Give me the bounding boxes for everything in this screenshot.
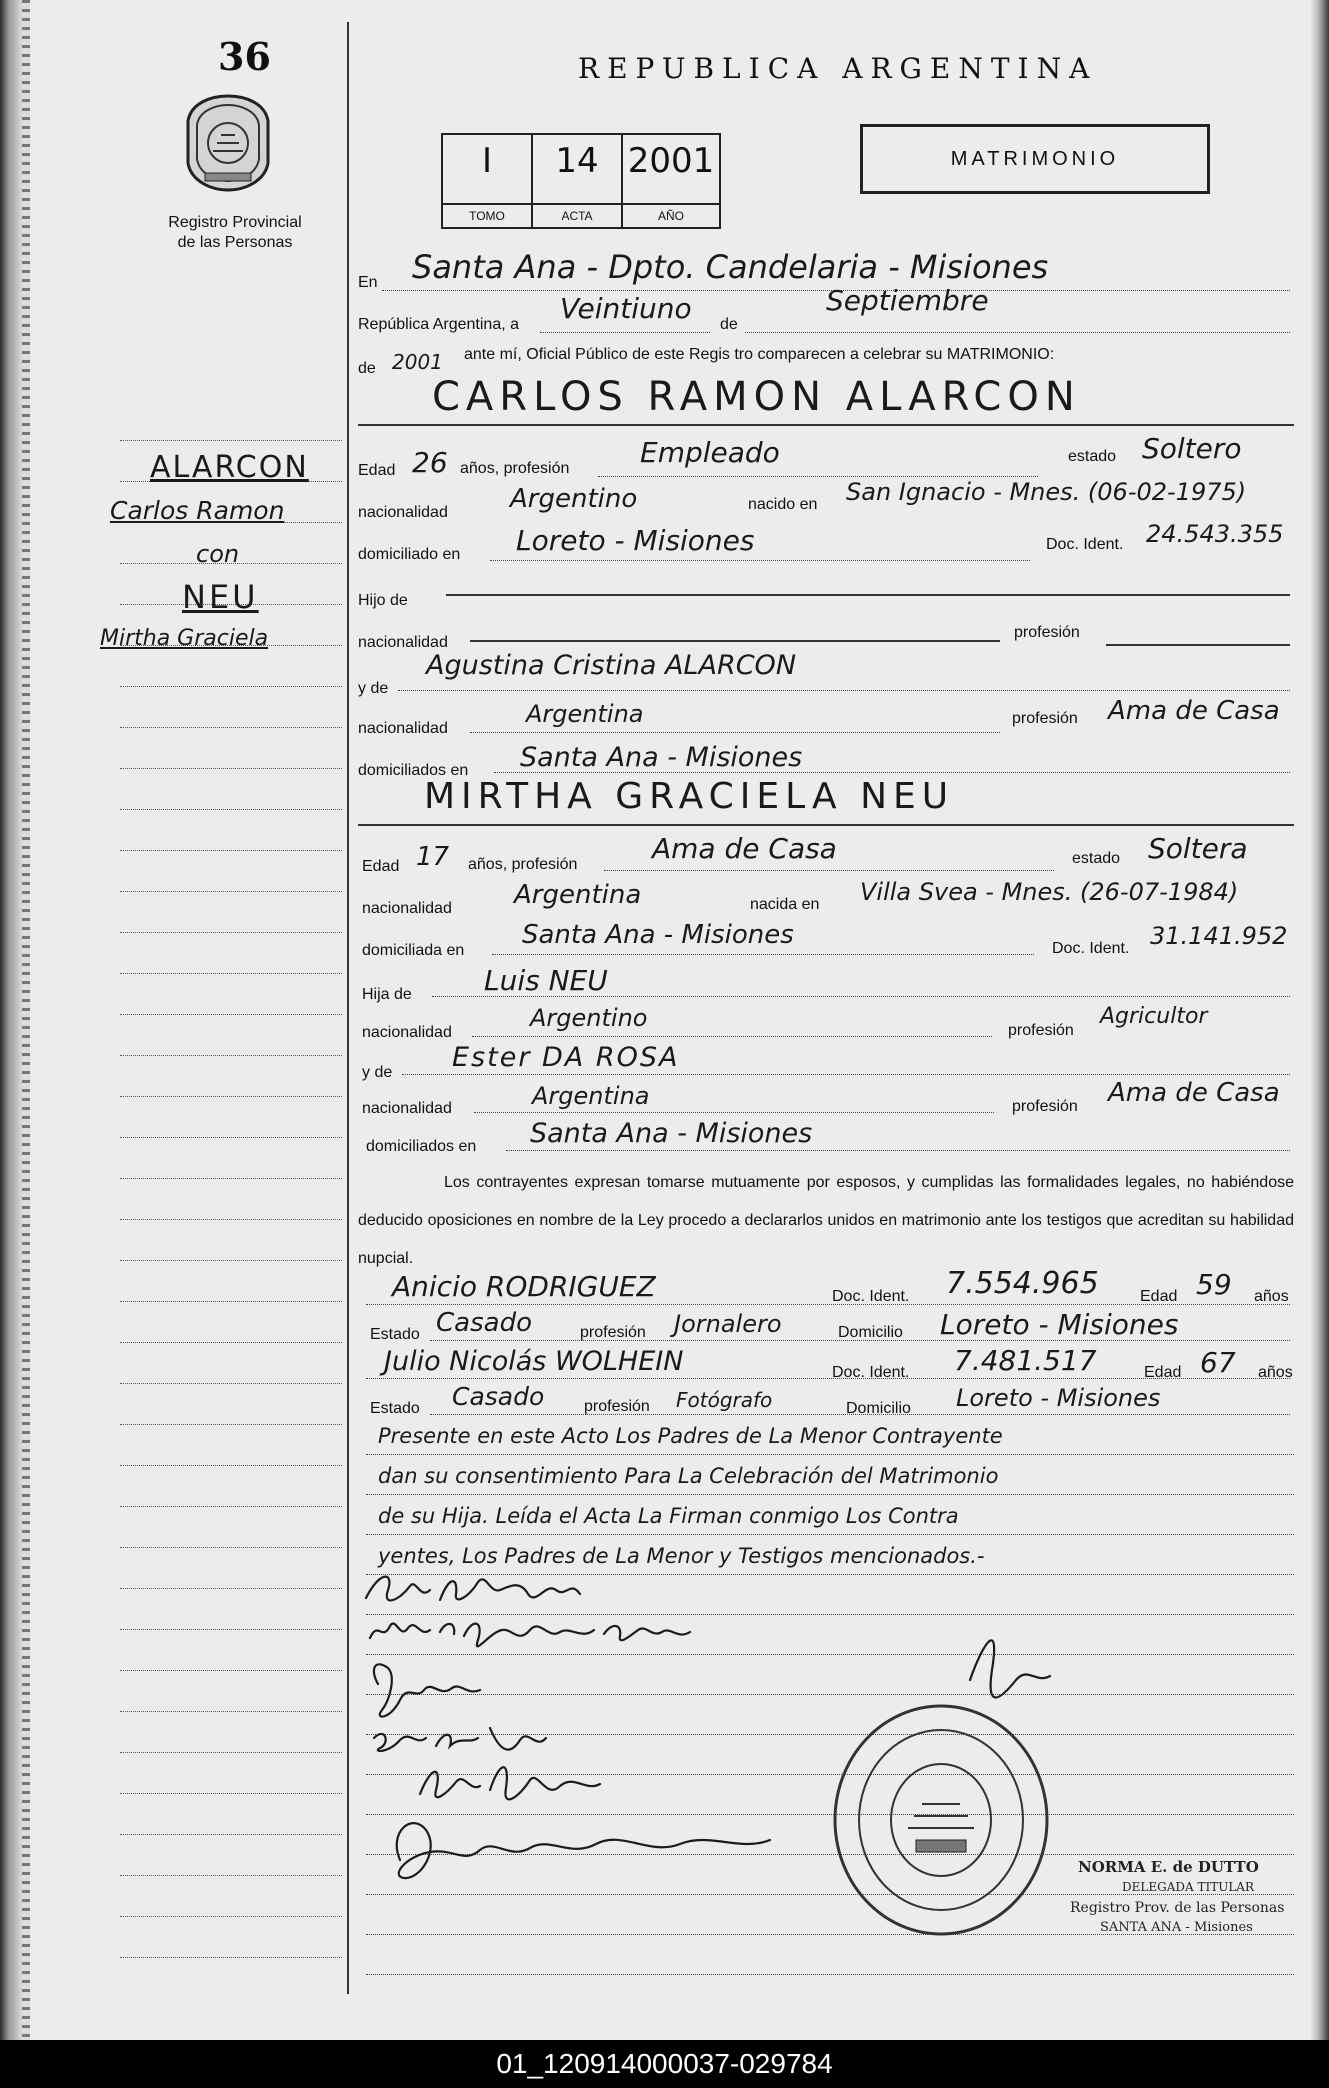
ano-value: 2001	[627, 141, 715, 181]
margin-ruled-line	[120, 1137, 342, 1138]
witness1-edad: 59	[1196, 1268, 1232, 1301]
signature-delegate	[970, 1640, 1050, 1697]
margin-ruled-line	[120, 1014, 342, 1015]
folio-number: 36	[218, 34, 271, 79]
margin-ruled-line	[120, 1424, 342, 1425]
groom-nac2-label: nacionalidad	[358, 634, 448, 651]
witness1-estado: Casado	[436, 1308, 532, 1338]
registry-line-2: de las Personas	[177, 234, 293, 251]
notes-text-4: yentes, Los Padres de La Menor y Testigos mencionados.-	[378, 1544, 985, 1568]
notes-line-3	[366, 1534, 1294, 1535]
bride-yde-label: y de	[362, 1064, 393, 1081]
provincial-seal-icon	[183, 93, 273, 193]
bride-hija-label: Hija de	[362, 986, 412, 1003]
witness2-estado-label: Estado	[370, 1400, 420, 1417]
margin-ruled-line	[120, 973, 342, 974]
margin-bride-given: Mirtha Graciela	[100, 626, 269, 651]
groom-father-nac-line	[470, 640, 1000, 642]
bride-birthplace: Villa Svea - Mnes. (26-07-1984)	[860, 878, 1239, 906]
bride-edad: 17	[416, 842, 450, 872]
groom-name: CARLOS RAMON ALARCON	[432, 374, 1081, 420]
tomo-value: I	[481, 141, 493, 181]
bride-prof-label: profesión	[1008, 1022, 1074, 1039]
margin-ruled-line	[120, 1711, 342, 1712]
groom-mother-nac: Argentina	[526, 700, 644, 728]
groom-profession: Empleado	[640, 436, 780, 469]
notes-text-2: dan su consentimiento Para La Celebración del Matrimonio	[378, 1464, 999, 1488]
bride-profession-line	[604, 870, 1054, 871]
margin-ruled-line	[120, 1752, 342, 1753]
witness1-prof-label: profesión	[580, 1324, 646, 1341]
groom-birthplace: San Ignacio - Mnes. (06-02-1975)	[846, 478, 1247, 506]
acta-cell	[533, 135, 623, 227]
bride-mother-line	[402, 1074, 1290, 1075]
page-edge-shadow	[1311, 0, 1329, 2040]
margin-ruled-line	[120, 1834, 342, 1835]
notes-line-2	[366, 1494, 1294, 1495]
witness2-doc-label: Doc. Ident.	[832, 1364, 910, 1381]
official-stamp-icon	[830, 1700, 1052, 1940]
witness2-dom-label: Domicilio	[846, 1400, 911, 1417]
tomo-label: TOMO	[443, 203, 531, 227]
bride-name-line	[358, 824, 1294, 826]
bride-mother-nac-line	[474, 1112, 994, 1113]
page-gutter-shadow	[0, 0, 22, 2040]
margin-ruled-line	[120, 1588, 342, 1589]
notes-line-1	[366, 1454, 1294, 1455]
witness1-dom-label: Domicilio	[838, 1324, 903, 1341]
margin-groom-given: Carlos Ramon	[110, 496, 285, 525]
groom-yde-label: y de	[358, 680, 389, 697]
witness2-anos-label: años	[1258, 1364, 1293, 1381]
margin-ruled-line	[120, 1055, 342, 1056]
bride-profession: Ama de Casa	[652, 832, 837, 865]
bride-father-nac: Argentino	[530, 1004, 648, 1032]
month-line	[745, 332, 1290, 333]
bride-domicile-line	[492, 954, 1034, 955]
groom-hijo-label: Hijo de	[358, 592, 408, 609]
groom-edad: 26	[412, 446, 448, 479]
bride-doc-label: Doc. Ident.	[1052, 940, 1130, 957]
margin-ruled-line	[120, 1506, 342, 1507]
bride-edad-label: Edad	[362, 858, 400, 875]
signature-bride-father	[374, 1664, 480, 1716]
witness2-name: Julio Nicolás WOLHEIN	[384, 1346, 684, 1377]
ano-cell	[623, 135, 719, 227]
bride-anos-label: años, profesión	[468, 856, 578, 873]
bride-estado: Soltera	[1148, 832, 1248, 865]
witness1-anos-label: años	[1254, 1288, 1289, 1305]
witness1-profession: Jornalero	[674, 1310, 782, 1338]
margin-divider	[347, 22, 349, 1994]
bride-parents-dom: Santa Ana - Misiones	[530, 1118, 813, 1149]
witness1-edad-label: Edad	[1140, 1288, 1178, 1305]
bride-nac-label: nacionalidad	[362, 900, 452, 917]
margin-ruled-line	[120, 1875, 342, 1876]
bride-father: Luis NEU	[484, 964, 608, 997]
margin-ruled-line	[120, 809, 342, 810]
bride-domicile: Santa Ana - Misiones	[522, 920, 794, 950]
registry-line-1: Registro Provincial	[168, 214, 302, 231]
groom-doc-label: Doc. Ident.	[1046, 536, 1124, 553]
groom-prof-label: profesión	[1014, 624, 1080, 641]
bride-nac2-label: nacionalidad	[362, 1024, 452, 1041]
witness2-doc: 7.481.517	[954, 1344, 1097, 1377]
en-label: En	[358, 274, 378, 291]
bride-parents-dom-line	[506, 1150, 1290, 1151]
signature-bride-mother	[374, 1728, 546, 1751]
groom-nacido-label: nacido en	[748, 496, 818, 513]
margin-ruled-line	[120, 1547, 342, 1548]
margin-ruled-line	[120, 1260, 342, 1261]
bride-mother-nac: Argentina	[532, 1082, 650, 1110]
groom-domicile-line	[490, 560, 1030, 561]
bride-mother: Ester DA ROSA	[452, 1042, 680, 1073]
bride-mother-prof: Ama de Casa	[1108, 1078, 1280, 1108]
witness2-profession: Fotógrafo	[676, 1388, 773, 1412]
margin-ruled-line	[120, 727, 342, 728]
margin-ruled-line	[120, 891, 342, 892]
groom-estado: Soltero	[1142, 432, 1242, 465]
witness2-edad-label: Edad	[1144, 1364, 1182, 1381]
margin-ruled-line	[120, 1793, 342, 1794]
delegate-city: SANTA ANA - Misiones	[1100, 1920, 1253, 1935]
witness1-estado-label: Estado	[370, 1326, 420, 1343]
bride-doc: 31.141.952	[1150, 922, 1288, 950]
binding-edge	[22, 0, 30, 2040]
groom-father-line	[446, 594, 1290, 596]
witness2-estado: Casado	[452, 1382, 545, 1411]
notes-text-1: Presente en este Acto Los Padres de La Menor Contrayente	[378, 1424, 1003, 1448]
republica-label: República Argentina, a	[358, 316, 519, 333]
margin-ruled-line	[120, 440, 342, 441]
groom-nacionalidad: Argentino	[510, 484, 638, 514]
margin-ruled-line	[120, 686, 342, 687]
sig-line-10	[366, 1974, 1294, 1975]
margin-ruled-line	[120, 1465, 342, 1466]
groom-father-prof-line	[1106, 644, 1290, 646]
margin-groom-surname: ALARCON	[150, 450, 309, 485]
margin-ruled-line	[120, 850, 342, 851]
witness2-domicile: Loreto - Misiones	[956, 1384, 1161, 1412]
day-value: Veintiuno	[560, 292, 692, 325]
margin-ruled-line	[120, 1096, 342, 1097]
place-value: Santa Ana - Dpto. Candelaria - Misiones	[412, 248, 1049, 286]
registry-caption	[150, 213, 320, 253]
year-value: 2001	[392, 350, 443, 374]
bride-father-prof: Agricultor	[1100, 1004, 1208, 1029]
groom-parents-dom: Santa Ana - Misiones	[520, 742, 803, 773]
margin-ruled-line	[120, 1957, 342, 1958]
act-type-box: MATRIMONIO	[860, 124, 1210, 194]
margin-ruled-line	[120, 1670, 342, 1671]
acta-label: ACTA	[533, 203, 621, 227]
margin-ruled-line	[120, 1301, 342, 1302]
witness1-doc: 7.554.965	[946, 1266, 1099, 1301]
margin-ruled-line	[120, 1916, 342, 1917]
witness1-name: Anicio RODRIGUEZ	[392, 1270, 656, 1303]
groom-mother-line	[398, 690, 1290, 691]
groom-nac-label: nacionalidad	[358, 504, 448, 521]
bride-doms-label: domiciliados en	[366, 1138, 477, 1155]
groom-doms-label: domiciliados en	[358, 762, 469, 779]
margin-con: con	[196, 540, 240, 568]
bride-nacida-label: nacida en	[750, 896, 820, 913]
groom-profession-line	[598, 476, 1038, 477]
tomo-cell	[443, 135, 533, 227]
witness1-domicile: Loreto - Misiones	[940, 1308, 1179, 1341]
margin-ruled-line	[120, 1219, 342, 1220]
margin-ruled-line	[120, 1629, 342, 1630]
document-title: REPUBLICA ARGENTINA	[578, 52, 1098, 85]
groom-mother-nac-line	[470, 732, 1000, 733]
groom-anos-label: años, profesión	[460, 460, 570, 477]
groom-mother-prof: Ama de Casa	[1108, 696, 1280, 726]
groom-mother: Agustina Cristina ALARCON	[426, 650, 797, 681]
margin-ruled-line	[120, 1342, 342, 1343]
groom-domicile: Loreto - Misiones	[516, 524, 755, 557]
bride-prof2-label: profesión	[1012, 1098, 1078, 1115]
groom-name-line	[358, 424, 1294, 426]
year-prefix: de	[358, 360, 376, 377]
month-value: Septiembre	[826, 284, 989, 317]
signature-witness1	[420, 1767, 600, 1799]
delegate-role: DELEGADA TITULAR	[1122, 1880, 1254, 1894]
witness1-doc-label: Doc. Ident.	[832, 1288, 910, 1305]
signature-bride	[370, 1623, 690, 1646]
margin-ruled-line	[120, 1178, 342, 1179]
groom-estado-label: estado	[1068, 448, 1117, 465]
tomo-acta-ano-box	[441, 133, 721, 229]
notes-text-3: de su Hija. Leída el Acta La Firman conmigo Los Contra	[378, 1504, 959, 1528]
footer-id: 01_120914000037-029784	[0, 2040, 1329, 2088]
margin-ruled-line	[120, 768, 342, 769]
intro-text: ante mí, Oficial Público de este Regis tro comparecen a celebrar su MATRIMONIO:	[464, 346, 1055, 363]
bride-estado-label: estado	[1072, 850, 1121, 867]
groom-nac3-label: nacionalidad	[358, 720, 448, 737]
groom-edad-label: Edad	[358, 462, 396, 479]
ano-label: AÑO	[623, 203, 719, 227]
bride-father-nac-line	[472, 1036, 992, 1037]
delegate-office: Registro Prov. de las Personas	[1070, 1900, 1285, 1916]
bride-nacionalidad: Argentina	[514, 880, 642, 910]
acta-value: 14	[555, 141, 599, 181]
delegate-name: NORMA E. de DUTTO	[1078, 1858, 1259, 1876]
groom-doc: 24.543.355	[1146, 520, 1284, 548]
declaration-text: Los contrayentes expresan tomarse mutuamente por esposos, y cumplidas las formalidades legales, no habiéndose deducido oposiciones en nombre de la Ley procedo a declararlos unidos en matrimonio ante los testigos que acreditan su habilidad nupcial.	[358, 1174, 1294, 1267]
de-label: de	[720, 316, 738, 333]
day-line	[540, 332, 710, 333]
groom-dom-label: domiciliado en	[358, 546, 461, 563]
margin-bride-surname: NEU	[182, 578, 259, 616]
bride-name: MIRTHA GRACIELA NEU	[424, 776, 955, 817]
groom-prof2-label: profesión	[1012, 710, 1078, 727]
margin-ruled-line	[120, 932, 342, 933]
margin-ruled-line	[120, 1383, 342, 1384]
bride-nac3-label: nacionalidad	[362, 1100, 452, 1117]
signature-groom	[366, 1577, 580, 1601]
signature-witness2	[397, 1823, 770, 1878]
witness2-prof-label: profesión	[584, 1398, 650, 1415]
bride-dom-label: domiciliada en	[362, 942, 465, 959]
witness2-edad: 67	[1200, 1346, 1236, 1379]
